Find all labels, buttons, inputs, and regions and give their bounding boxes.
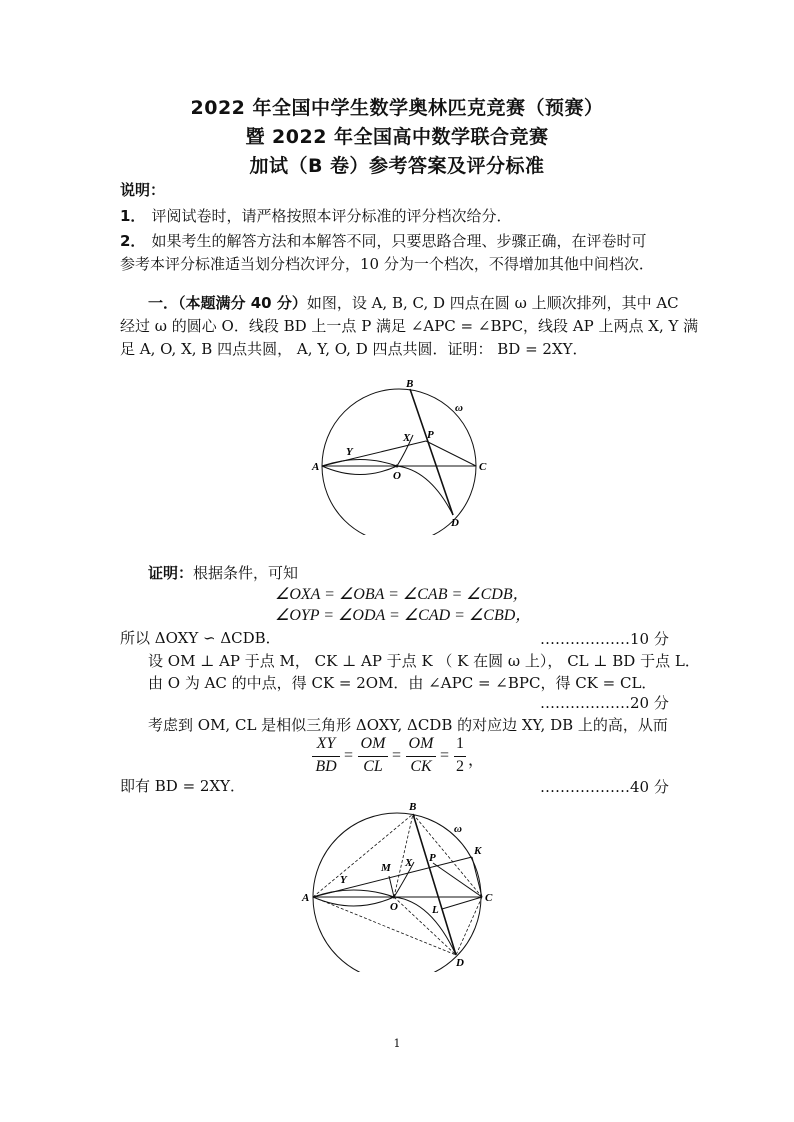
segment-OM bbox=[389, 876, 394, 897]
label-B-2: B bbox=[409, 801, 417, 813]
proof-label: 证明： bbox=[148, 564, 194, 582]
title-line-2: 暨 2022 年全国高中数学联合竞赛 bbox=[245, 126, 549, 148]
label-D-2: D bbox=[456, 957, 464, 969]
label-X: X bbox=[403, 432, 411, 444]
midpoint-line: 由 O 为 AC 的中点，得 CK = 2OM．由 ∠APC = ∠BPC，得 CK = CL． bbox=[148, 674, 657, 692]
label-K: K bbox=[474, 845, 482, 857]
label-B: B bbox=[406, 378, 414, 390]
fraction-4-numerator: 1 bbox=[456, 735, 464, 752]
fraction-3-bar bbox=[406, 756, 436, 757]
dashed-OB bbox=[394, 814, 413, 897]
dashed-BC bbox=[413, 814, 482, 897]
label-L: L bbox=[432, 904, 439, 916]
ratio-equation bbox=[312, 735, 492, 779]
equals-sign-2: = bbox=[392, 747, 402, 764]
title-line-1: 2022 年全国中学生数学奥林匹克竞赛（预赛） bbox=[190, 97, 604, 119]
dashed-CD bbox=[456, 897, 482, 955]
segment-CL bbox=[442, 897, 482, 909]
label-C: C bbox=[479, 461, 487, 473]
note-1-text: 评阅试卷时，请严格按照本评分标准的评分档次给分． bbox=[151, 207, 512, 225]
equation-1: ∠OXA = ∠OBA = ∠CAB = ∠CDB， bbox=[275, 586, 529, 603]
label-A: A bbox=[312, 461, 320, 473]
label-A-2: A bbox=[302, 892, 310, 904]
note-item-1 bbox=[120, 206, 511, 226]
label-M: M bbox=[381, 862, 391, 874]
label-O-2: O bbox=[390, 901, 398, 913]
problem-label: 一．（本题满分 40 分） bbox=[148, 294, 307, 312]
label-C-2: C bbox=[485, 892, 493, 904]
arc-AYOD bbox=[322, 466, 453, 515]
consider-line: 考虑到 OM, CL 是相似三角形 ΔOXY, ΔCDB 的对应边 XY, DB 上的高，从而 bbox=[148, 716, 668, 734]
score-20: ………………20 分 bbox=[540, 694, 669, 712]
label-P-2: P bbox=[429, 852, 436, 864]
arc-AOXB-2 bbox=[313, 862, 414, 897]
fraction-4-denominator: 2 bbox=[456, 758, 464, 775]
fraction-2-numerator: OM bbox=[360, 735, 386, 752]
equals-sign-1: = bbox=[344, 747, 354, 764]
label-X-2: X bbox=[405, 857, 413, 869]
label-Y-2: Y bbox=[340, 874, 347, 886]
figure-2-diagram bbox=[296, 797, 506, 972]
problem-line-3: 足 A, O, X, B 四点共圆， A, Y, O, D 四点共圆．证明： BD = 2XY． bbox=[120, 340, 588, 358]
fraction-2-denominator: CL bbox=[363, 758, 383, 775]
label-P: P bbox=[427, 429, 434, 441]
label-D: D bbox=[451, 517, 459, 529]
fraction-1-denominator: BD bbox=[315, 758, 337, 775]
problem-line-2: 经过 ω 的圆心 O．线段 BD 上一点 P 满足 ∠APC = ∠BPC，线段 AP 上两点 X, Y 满 bbox=[120, 317, 699, 335]
fraction-1-bar bbox=[312, 756, 340, 757]
score-40: ………………40 分 bbox=[540, 778, 669, 796]
conclusion-line: 即有 BD = 2XY． bbox=[120, 777, 246, 795]
proof-intro-line bbox=[148, 563, 298, 583]
fraction-4-bar bbox=[454, 756, 466, 757]
label-O: O bbox=[393, 470, 401, 482]
note-2-continuation: 参考本评分标准适当划分档次评分，10 分为一个档次，不得增加其他中间档次． bbox=[120, 255, 654, 273]
equals-sign-3: = bbox=[440, 747, 450, 764]
problem-line-1 bbox=[148, 293, 679, 313]
proof-intro: 根据条件，可知 bbox=[193, 564, 299, 582]
label-omega-2: ω bbox=[454, 823, 462, 835]
note-item-2 bbox=[120, 231, 646, 251]
point-O-2 bbox=[393, 896, 396, 899]
note-2-number: 2． bbox=[120, 232, 146, 250]
segment-BD-2 bbox=[413, 814, 456, 955]
figure-1-diagram bbox=[305, 375, 505, 535]
note-1-number: 1． bbox=[120, 207, 146, 225]
arc-AOXB bbox=[322, 435, 413, 466]
score-10: ………………10 分 bbox=[540, 630, 669, 648]
segment-PC bbox=[426, 441, 476, 466]
point-O bbox=[396, 465, 399, 468]
similar-triangles-line: 所以 ΔOXY ∽ ΔCDB． bbox=[120, 629, 281, 647]
fraction-3-numerator: OM bbox=[408, 735, 434, 752]
page-number: 1 bbox=[393, 1037, 401, 1050]
fraction-1-numerator: XY bbox=[316, 735, 336, 752]
title-line-3: 加试（B 卷）参考答案及评分标准 bbox=[249, 155, 545, 177]
note-2-text: 如果考生的解答方法和本解答不同，只要思路合理、步骤正确，在评卷时可 bbox=[151, 232, 647, 250]
label-omega: ω bbox=[455, 402, 463, 414]
problem-text-1: 如图，设 A, B, C, D 四点在圆 ω 上顺次排列，其中 AC bbox=[306, 294, 679, 312]
fraction-2-bar bbox=[358, 756, 388, 757]
notes-label: 说明： bbox=[120, 181, 166, 199]
segment-BD bbox=[410, 389, 453, 515]
fraction-tail: ， bbox=[468, 752, 485, 769]
equation-2: ∠OYP = ∠ODA = ∠CAD = ∠CBD， bbox=[275, 607, 532, 624]
perpendicular-line: 设 OM ⊥ AP 于点 M， CK ⊥ AP 于点 K （ K 在圆 ω 上）， CL ⊥ BD 于点 L． bbox=[148, 652, 700, 670]
fraction-3-denominator: CK bbox=[410, 758, 432, 775]
label-Y: Y bbox=[346, 446, 353, 458]
